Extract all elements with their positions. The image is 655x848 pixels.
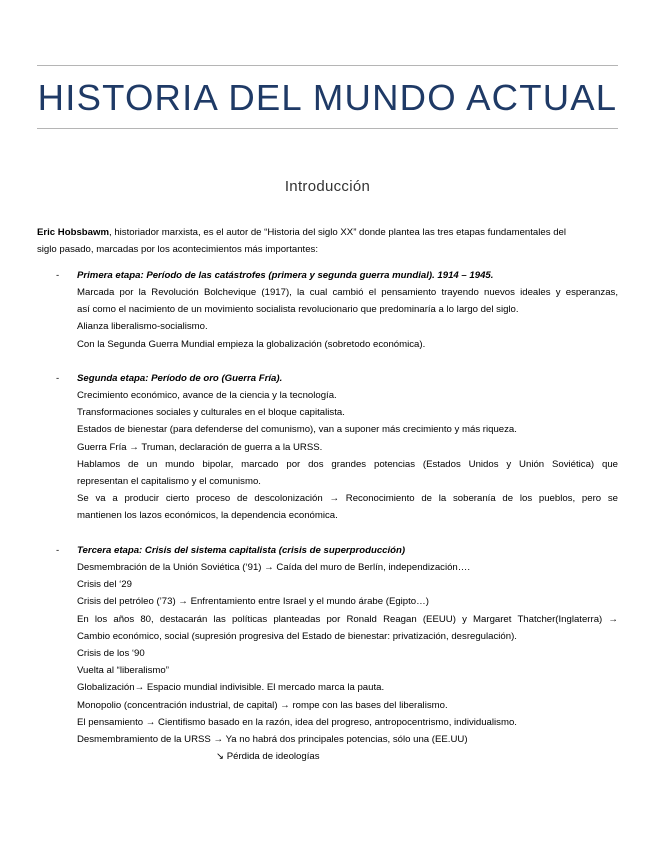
intro-paragraph (37, 224, 618, 259)
document-title: HISTORIA DEL MUNDO ACTUAL (37, 77, 618, 118)
stage-text-line: ↘ Pérdida de ideologías (216, 751, 320, 762)
stage-text-line: Guerra Fría → Truman, declaración de guerra a la URSS. (77, 442, 323, 453)
stage-text-line: En los años 80, destacarán las políticas planteadas por Ronald Reagan (EEUU) y Margaret Thatcher(Inglaterra) → (77, 614, 618, 625)
stage-text-line: Estados de bienestar (para defenderse del comunismo), van a suponer más crecimiento y más riqueza. (77, 424, 517, 435)
stage-text-line: Se va a producir cierto proceso de descolonización → Reconocimiento de la soberanía de los pueblos, pero se (77, 493, 618, 504)
stage-text-line: Vuelta al “liberalismo” (77, 665, 169, 676)
intro-author: Eric Hobsbawm (37, 227, 109, 238)
stage-text-line: Crisis del petróleo (’73) → Enfrentamiento entre Israel y el mundo árabe (Egipto…) (77, 596, 429, 607)
stage-heading: Segunda etapa: Período de oro (Guerra Fría). (77, 373, 283, 384)
stage-text-line: Crisis de los ‘90 (77, 648, 145, 659)
stage-text-line: Marcada por la Revolución Bolchevique (1917), la cual cambió el pensamiento trayendo nuevos ideales y esperanzas, (77, 287, 618, 298)
section-heading: Introducción (284, 178, 371, 195)
stage-text-line: Hablamos de un mundo bipolar, marcado por dos grandes potencias (Estados Unidos y Unión Soviética) que (77, 459, 618, 470)
stage-text-line: mantienen los lazos económicos, la dependencia económica. (77, 510, 338, 521)
stage-text-line: representan el capitalismo y el comunismo. (77, 476, 261, 487)
stage-text-line: Con la Segunda Guerra Mundial empieza la globalización (sobretodo económica). (77, 339, 426, 350)
stage-text-line: Monopolio (concentración industrial, de capital) → rompe con las bases del liberalismo. (77, 700, 448, 711)
title-top-rule (37, 65, 618, 66)
intro-text-line2: siglo pasado, marcadas por los acontecimientos más importantes: (37, 244, 319, 256)
bullet-dash: - (56, 373, 60, 384)
stage-text-line: Crecimiento económico, avance de la ciencia y la tecnología. (77, 390, 337, 401)
stage-heading: Tercera etapa: Crisis del sistema capitalista (crisis de superproducción) (77, 545, 406, 556)
stage-heading: Primera etapa: Período de las catástrofes (primera y segunda guerra mundial). 1914 – 1945. (77, 270, 494, 281)
bullet-dash: - (56, 545, 60, 556)
stage-text-line: Crisis del ‘29 (77, 579, 132, 590)
stage-text-line: Desmembración de la Unión Soviética (‘91) → Caída del muro de Berlín, independización…. (77, 562, 471, 573)
stage-text-line: así como el nacimiento de un movimiento socialista revolucionario que predominaría a lo largo del siglo. (77, 304, 519, 315)
stage-text-line: Cambio económico, social (supresión progresiva del Estado de bienestar: privatización, desregulación). (77, 631, 517, 642)
stage-text-line: Alianza liberalismo-socialismo. (77, 321, 208, 332)
stage-text-line: Globalización→ Espacio mundial indivisible. El mercado marca la pauta. (77, 682, 385, 693)
stage-text-line: El pensamiento → Cientifismo basado en la razón, idea del progreso, antropocentrismo, individualismo. (77, 717, 517, 728)
stage-text-line: Transformaciones sociales y culturales en el bloque capitalista. (77, 407, 345, 418)
intro-text-line1: , historiador marxista, es el autor de “Historia del siglo XX” donde plantea las tres etapas fundamentales del (108, 227, 566, 238)
stage-text-line: Desmembramiento de la URSS → Ya no habrá dos principales potencias, sólo una (EE.UU) (77, 734, 468, 745)
title-bottom-rule (37, 128, 618, 129)
bullet-dash: - (56, 270, 60, 281)
